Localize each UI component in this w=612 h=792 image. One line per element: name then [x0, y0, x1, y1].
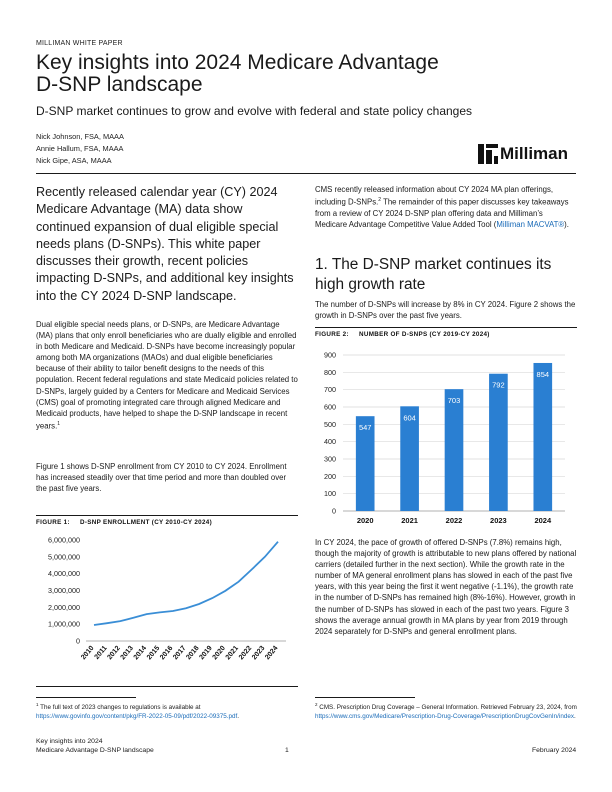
- figure2-bar: [533, 363, 552, 511]
- footnote-2-text: CMS. Prescription Drug Coverage – General Information. Retrieved February 23, 2024, from: [319, 704, 577, 712]
- header-divider: [36, 173, 576, 174]
- figure1-x-tick-label: 2021: [224, 644, 241, 662]
- figure2-bar-value-label: 703: [447, 396, 461, 406]
- figure2-x-tick-label: 2023: [490, 516, 507, 525]
- figure2-y-tick-label: 800: [324, 367, 336, 377]
- figure1-x-tick-label: 2015: [145, 644, 162, 662]
- figure2-x-tick-label: 2024: [534, 516, 552, 525]
- figure1-x-tick-label: 2011: [93, 644, 109, 661]
- figure1-y-tick-label: 2,000,000: [48, 602, 80, 612]
- author-3: Nick Gipe, ASA, MAAA: [36, 156, 112, 165]
- footnote-2-number: 2: [315, 702, 318, 707]
- figure1-bottom-rule: [36, 686, 298, 687]
- figure2-bar-value-label: 854: [536, 369, 550, 379]
- page-subtitle: D-SNP market continues to grow and evolve with federal and state policy changes: [36, 104, 473, 118]
- footer-date: February 2024: [532, 747, 577, 754]
- figure2-y-tick-label: 500: [324, 419, 336, 429]
- figure1-y-tick-label: 5,000,000: [48, 552, 80, 562]
- footnote-1-number: 1: [36, 702, 39, 707]
- figure2-bar-value-label: 792: [492, 380, 505, 390]
- footer-page-number: 1: [285, 747, 289, 754]
- growth-pace-paragraph: In CY 2024, the pace of growth of offered D-SNPs (7.8%) remains high, though the majority of growth is attributable to new plans offered by national carriers (detailed further in the next section). While the growth rate in the number of MA general enrollment plans has slowed in each of the past five years, with this year being the first it went negative (-1.1%), the growth rate in the number of D-SNPs has remained high (8%-16%). However, growth in the number of D-SNPs has slowed in each of the past two years. Figure 3 shows the average annual growth in MA plans by year from 2019 through 2024 separately for D-SNPs and general enrollment plans.: [315, 538, 577, 636]
- figure2-y-tick-label: 400: [324, 437, 336, 447]
- milliman-logo-icon: [478, 144, 498, 164]
- figure1-x-tick-label: 2010: [80, 644, 96, 662]
- section-heading-1: 1. The D-SNP market continues its high growth rate: [315, 256, 552, 293]
- figure1-line-chart: [36, 528, 298, 683]
- author-1: Nick Johnson, FSA, MAAA: [36, 132, 124, 141]
- author-2: Annie Hallum, FSA, MAAA: [36, 144, 124, 153]
- footnote-2: $^2$ CMS. Prescription Drug Coverage – General Information. Retrieved February 23, 2024, from https://www.cms.gov/Medicare/Prescription-Drug-Coverage/PrescriptionDrugCovGenIn/index.: [315, 702, 577, 720]
- intro-paragraph: [36, 319, 298, 432]
- figure2-bar: [489, 374, 508, 511]
- page-title: Key insights into 2024 Medicare Advantage D-SNP landscape: [36, 51, 439, 96]
- figure1-x-tick-label: 2024: [264, 644, 280, 662]
- figure1-x-tick-label: 2022: [237, 644, 254, 662]
- figure1-x-tick-label: 2020: [211, 644, 227, 662]
- footnote-1-link[interactable]: https://www.govinfo.gov/content/pkg/FR-2022-05-09/pdf/2022-09375.pdf: [36, 712, 238, 720]
- figure2-bar-value-label: 547: [358, 423, 372, 433]
- figure1-x-tick-label: 2023: [251, 644, 267, 662]
- footnote-2-link[interactable]: https://www.cms.gov/Medicare/Prescription-Drug-Coverage/PrescriptionDrugCovGenIn/index: [315, 712, 574, 720]
- figure1-top-rule: [36, 515, 298, 516]
- figure2-bar-chart: [315, 340, 577, 528]
- figure1-y-tick-label: 1,000,000: [48, 619, 80, 629]
- footnote-ref-2[interactable]: 2: [378, 197, 382, 204]
- figure2-bar-value-label: 604: [403, 413, 416, 423]
- figure1-y-tick-label: 3,000,000: [48, 586, 80, 595]
- lead-paragraph: Recently released calendar year (CY) 2024 Medicare Advantage (MA) data show continued expansion of dual eligible special needs plans (D-SNPs). This white paper discusses their growth, recent policies impacting D-SNPs, and additional key insights into the CY 2024 D-SNP landscape.: [36, 185, 294, 303]
- footnote-1: $^1$ The full text of 2023 changes to regulations is available at https://www.govinfo.gov/content/pkg/FR-2022-05-09/pdf/2022-09375.pdf.: [36, 702, 240, 720]
- figure1-x-tick-label: 2019: [198, 644, 214, 662]
- cms-info-text-c: ).: [564, 219, 569, 229]
- figure2-x-tick-label: 2020: [356, 516, 374, 525]
- figure1-y-tick-label: 4,000,000: [48, 569, 80, 579]
- cms-info-text-b: The remainder of this paper discusses key takeaways from a review of CY 2024 D-SNP plan offering data and Milliman’s Medicare Advantage Competitive Value Added Tool (: [315, 197, 569, 229]
- figure1-x-tick-label: 2016: [159, 644, 175, 662]
- figure1-x-tick-label: 2014: [132, 644, 149, 662]
- growth-paragraph: The number of D-SNPs will increase by 8% in CY 2024. Figure 2 shows the growth in D-SNPs over the past five years.: [315, 300, 576, 321]
- figure1-x-tick-label: 2017: [172, 644, 188, 662]
- figure1-label-number: FIGURE 1:: [36, 519, 70, 526]
- figure1-label-title: D-SNP ENROLLMENT (CY 2010-CY 2024): [80, 519, 212, 526]
- footer-title-line2: Medicare Advantage D-SNP landscape: [36, 747, 154, 754]
- figure1-x-tick-label: 2018: [185, 644, 201, 662]
- figure2-y-tick-label: 700: [324, 385, 336, 395]
- figure2-bar: [445, 389, 464, 511]
- cms-info-paragraph: [315, 184, 577, 230]
- figure2-label-number: FIGURE 2:: [315, 331, 349, 338]
- figure1-intro-paragraph: Figure 1 shows D-SNP enrollment from CY 2010 to CY 2024. Enrollment has increased steadily over that time period and more than doubled over the past five years.: [36, 462, 287, 494]
- figure1-y-tick-label: 6,000,000: [48, 535, 80, 545]
- figure2-y-tick-label: 200: [324, 471, 336, 481]
- figure2-y-tick-label: 600: [324, 402, 336, 412]
- milliman-logo-text: Milliman: [500, 144, 569, 163]
- macvat-link[interactable]: Milliman MACVAT®: [496, 219, 565, 229]
- intro-paragraph-text: Dual eligible special needs plans, or D-SNPs, are Medicare Advantage (MA) plans that only enroll beneficiaries who are dually eligible and enrolled in both Medicare and Medicaid. D-SNPs have become increasingly popular among both MA organizations (MAOs) and dual eligible beneficiaries because of their ability to tailor benefit designs to the needs of this population. Recent federal regulations and state Medicaid policies related to D-SNPs, largely guided by a Centers for Medicare and Medicaid Services (CMS) goal of promoting integrated care through aligned Medicare and Medicaid products, have helped to shape the D-SNP landscape in recent years.: [36, 320, 298, 431]
- footnote-rule-left: [36, 697, 136, 698]
- figure2-x-tick-label: 2021: [401, 516, 418, 525]
- footer-title-line1: Key insights into 2024: [36, 738, 103, 745]
- figure1-x-tick-label: 2013: [119, 644, 135, 662]
- footnote-1-text: The full text of 2023 changes to regulations is available at: [40, 704, 201, 712]
- eyebrow-label: MILLIMAN WHITE PAPER: [36, 40, 123, 47]
- figure2-y-tick-label: 100: [324, 489, 336, 499]
- figure2-label-title: NUMBER OF D-SNPS (CY 2019-CY 2024): [359, 331, 490, 338]
- figure2-top-rule: [315, 327, 577, 328]
- footnote-rule-right: [315, 697, 415, 698]
- figure2-y-tick-label: 300: [324, 454, 336, 464]
- figure1-y-tick-label: 0: [76, 636, 80, 646]
- figure2-y-tick-label: 0: [332, 506, 336, 516]
- footnote-ref-1[interactable]: 1: [57, 420, 61, 427]
- figure2-y-tick-label: 900: [324, 350, 336, 360]
- enrollment-series-line: [94, 542, 278, 625]
- cms-info-text-a: CMS recently released information about CY 2024 MA plan offerings, including D-SNPs.: [315, 185, 554, 207]
- figure1-x-tick-label: 2012: [106, 644, 122, 662]
- figure2-x-tick-label: 2022: [445, 516, 463, 525]
